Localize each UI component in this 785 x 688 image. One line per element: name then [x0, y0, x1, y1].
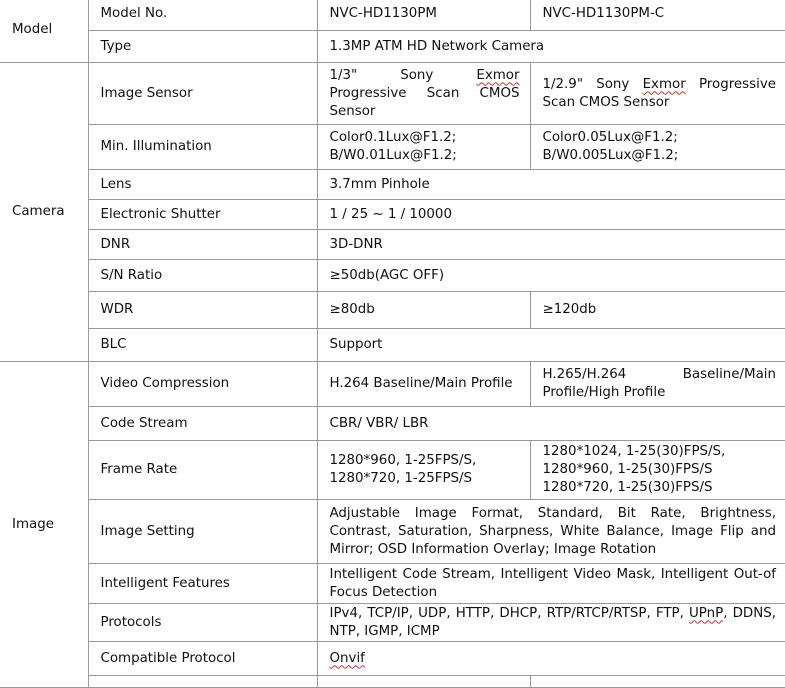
row-label: Protocols: [88, 604, 317, 642]
table-row: [0, 260, 785, 292]
value-cell: ≥50db(AGC OFF): [317, 260, 785, 292]
empty-cell: [530, 676, 785, 688]
empty-cell: [317, 676, 530, 688]
table-row: [0, 362, 785, 407]
value-text: 1/2.9" Sony: [542, 76, 643, 92]
value-line: 1280*1024, 1-25(30)FPS/S,: [542, 444, 726, 459]
value-cell: NVC-HD1130PM-C: [530, 0, 785, 31]
value-line: 1280*720, 1-25(30)FPS/S: [542, 480, 713, 495]
value-cell: H.264 Baseline/Main Profile: [317, 362, 530, 407]
table-row: [0, 0, 785, 31]
value-cell: [317, 125, 530, 170]
value-cell: 1.3MP ATM HD Network Camera: [317, 31, 785, 63]
value-cell: [530, 125, 785, 170]
value-cell: [317, 441, 530, 500]
row-label: Min. Illumination: [88, 125, 317, 170]
category-camera: Camera: [0, 63, 88, 362]
value-line: Color0.05Lux@F1.2;: [542, 130, 678, 145]
value-cell: H.265/H.264 Baseline/Main Profile/High Profile: [530, 362, 785, 407]
value-cell: Adjustable Image Format, Standard, Bit Rate, Brightness, Contrast, Saturation, Sharpness, White Balance, Image Flip and Mirror; OSD Information Overlay; Image Rotation: [317, 500, 785, 564]
value-cell: [317, 63, 530, 125]
value-text: , DDNS, NTP, IGMP, ICMP: [329, 605, 776, 639]
empty-cell: [88, 676, 317, 688]
row-label: Model No.: [88, 0, 317, 31]
value-cell: 1 / 25 ~ 1 / 10000: [317, 200, 785, 230]
value-text: IPv4, TCP/IP, UDP, HTTP, DHCP, RTP/RTCP/RTSP, FTP,: [329, 605, 689, 621]
value-text: Exmor: [476, 67, 520, 83]
table-row: [0, 441, 785, 500]
table-row: [0, 292, 785, 329]
table-row: [0, 329, 785, 362]
row-label: Intelligent Features: [88, 564, 317, 604]
row-label: Video Compression: [88, 362, 317, 407]
table-row: [0, 500, 785, 564]
row-label: Lens: [88, 170, 317, 200]
value-text: UPnP: [688, 605, 724, 621]
value-text: Progressive Scan CMOS Sensor: [329, 85, 520, 119]
value-cell: [530, 441, 785, 500]
value-line: 1280*960, 1-25FPS/S,: [329, 453, 477, 468]
row-label: Frame Rate: [88, 441, 317, 500]
value-text: Progressive Scan CMOS Sensor: [542, 76, 776, 110]
value-cell: 3.7mm Pinhole: [317, 170, 785, 200]
value-line: B/W0.01Lux@F1.2;: [329, 148, 457, 163]
value-cell: 3D-DNR: [317, 230, 785, 260]
row-label: Image Setting: [88, 500, 317, 564]
value-cell: CBR/ VBR/ LBR: [317, 407, 785, 441]
value-cell: ≥80db: [317, 292, 530, 329]
row-label: Image Sensor: [88, 63, 317, 125]
row-label: Code Stream: [88, 407, 317, 441]
table-row: [0, 676, 785, 688]
row-label: S/N Ratio: [88, 260, 317, 292]
table-row: [0, 407, 785, 441]
value-text: 1/3" Sony: [329, 67, 477, 83]
table-row: [0, 642, 785, 676]
value-cell: Support: [317, 329, 785, 362]
value-line: 1280*960, 1-25(30)FPS/S: [542, 462, 713, 477]
value-line: Color0.1Lux@F1.2;: [329, 130, 457, 145]
category-model: Model: [0, 0, 88, 63]
value-text: Exmor: [642, 76, 686, 92]
value-cell: [317, 642, 785, 676]
value-cell: ≥120db: [530, 292, 785, 329]
value-cell: NVC-HD1130PM: [317, 0, 530, 31]
table-row: [0, 170, 785, 200]
category-image: Image: [0, 362, 88, 688]
value-cell: Intelligent Code Stream, Intelligent Video Mask, Intelligent Out-of Focus Detection: [317, 564, 785, 604]
value-cell: [530, 63, 785, 125]
row-label: Type: [88, 31, 317, 63]
value-cell: [317, 604, 785, 642]
table-row: [0, 31, 785, 63]
row-label: WDR: [88, 292, 317, 329]
table-row: [0, 63, 785, 125]
table-row: [0, 604, 785, 642]
table-row: [0, 230, 785, 260]
row-label: Electronic Shutter: [88, 200, 317, 230]
table-row: [0, 200, 785, 230]
value-line: B/W0.005Lux@F1.2;: [542, 148, 679, 163]
table-row: [0, 564, 785, 604]
row-label: Compatible Protocol: [88, 642, 317, 676]
table-row: [0, 125, 785, 170]
value-line: 1280*720, 1-25FPS/S: [329, 471, 473, 486]
row-label: DNR: [88, 230, 317, 260]
row-label: BLC: [88, 329, 317, 362]
value-text: Onvif: [329, 650, 365, 666]
